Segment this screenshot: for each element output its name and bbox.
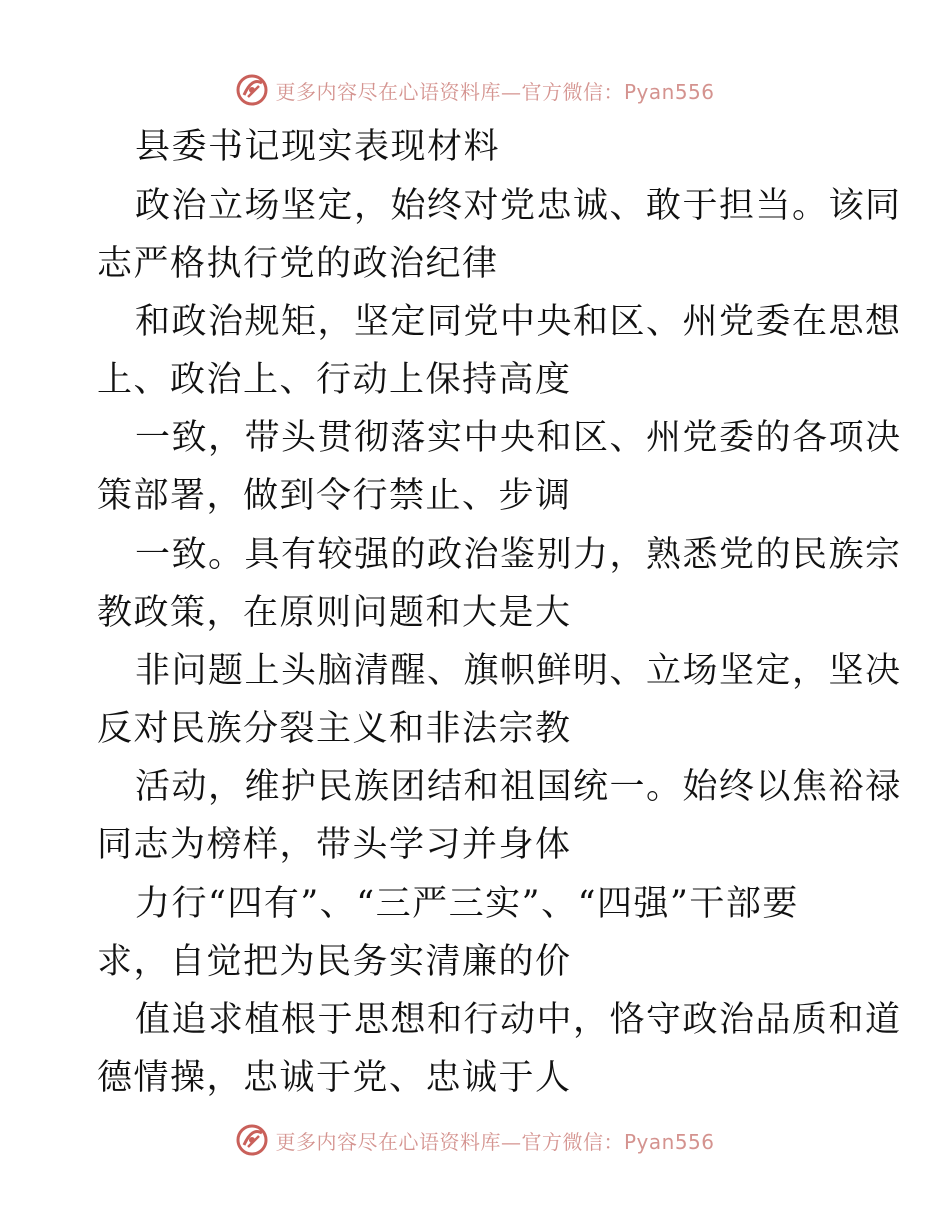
- watermark-wechat-id: Pyan556: [623, 79, 715, 104]
- text-line: 反对民族分裂主义和非法宗教: [97, 709, 572, 749]
- watermark-text: [275, 76, 714, 105]
- text-line: 同志为榜样，带头学习并身体: [97, 825, 572, 865]
- watermark-main-text: 更多内容尽在心语资料库—官方微信：: [275, 79, 624, 104]
- text-line: 非问题上头脑清醒、旗帜鲜明、立场坚定，坚决: [135, 651, 902, 691]
- text-line: 值追求植根于思想和行动中，恪守政治品质和道: [135, 1000, 902, 1040]
- text-line: 策部署，做到令行禁止、步调: [97, 476, 572, 516]
- text-line: 活动，维护民族团结和祖国统一。始终以焦裕禄: [135, 767, 902, 807]
- text-line: 政治立场坚定，始终对党忠诚、敢于担当。该同: [135, 186, 902, 226]
- watermark-main-text: 更多内容尽在心语资料库—官方微信：: [275, 1129, 624, 1154]
- text-line: 力行“四有”、“三严三实”、“四强”干部要: [135, 884, 799, 924]
- seal-logo-icon: [235, 73, 269, 107]
- text-line: 教政策，在原则问题和大是大: [97, 593, 572, 633]
- header-watermark-banner: [0, 70, 950, 110]
- text-line: 上、政治上、行动上保持高度: [97, 360, 572, 400]
- watermark-wechat-id: Pyan556: [623, 1129, 715, 1154]
- seal-logo-icon: [235, 1123, 269, 1157]
- text-line: 德情操，忠诚于党、忠诚于人: [97, 1058, 572, 1098]
- text-line: 一致，带头贯彻落实中央和区、州党委的各项决: [135, 418, 902, 458]
- text-line: 志严格执行党的政治纪律: [97, 244, 499, 284]
- footer-watermark-banner: [0, 1120, 950, 1160]
- document-title: 县委书记现实表现材料: [135, 127, 501, 167]
- text-line: 求，自觉把为民务实清廉的价: [97, 942, 572, 982]
- watermark-text: [275, 1126, 714, 1155]
- text-line: 和政治规矩，坚定同党中央和区、州党委在思想: [135, 302, 902, 342]
- text-line: 一致。具有较强的政治鉴别力，熟悉党的民族宗: [135, 535, 902, 575]
